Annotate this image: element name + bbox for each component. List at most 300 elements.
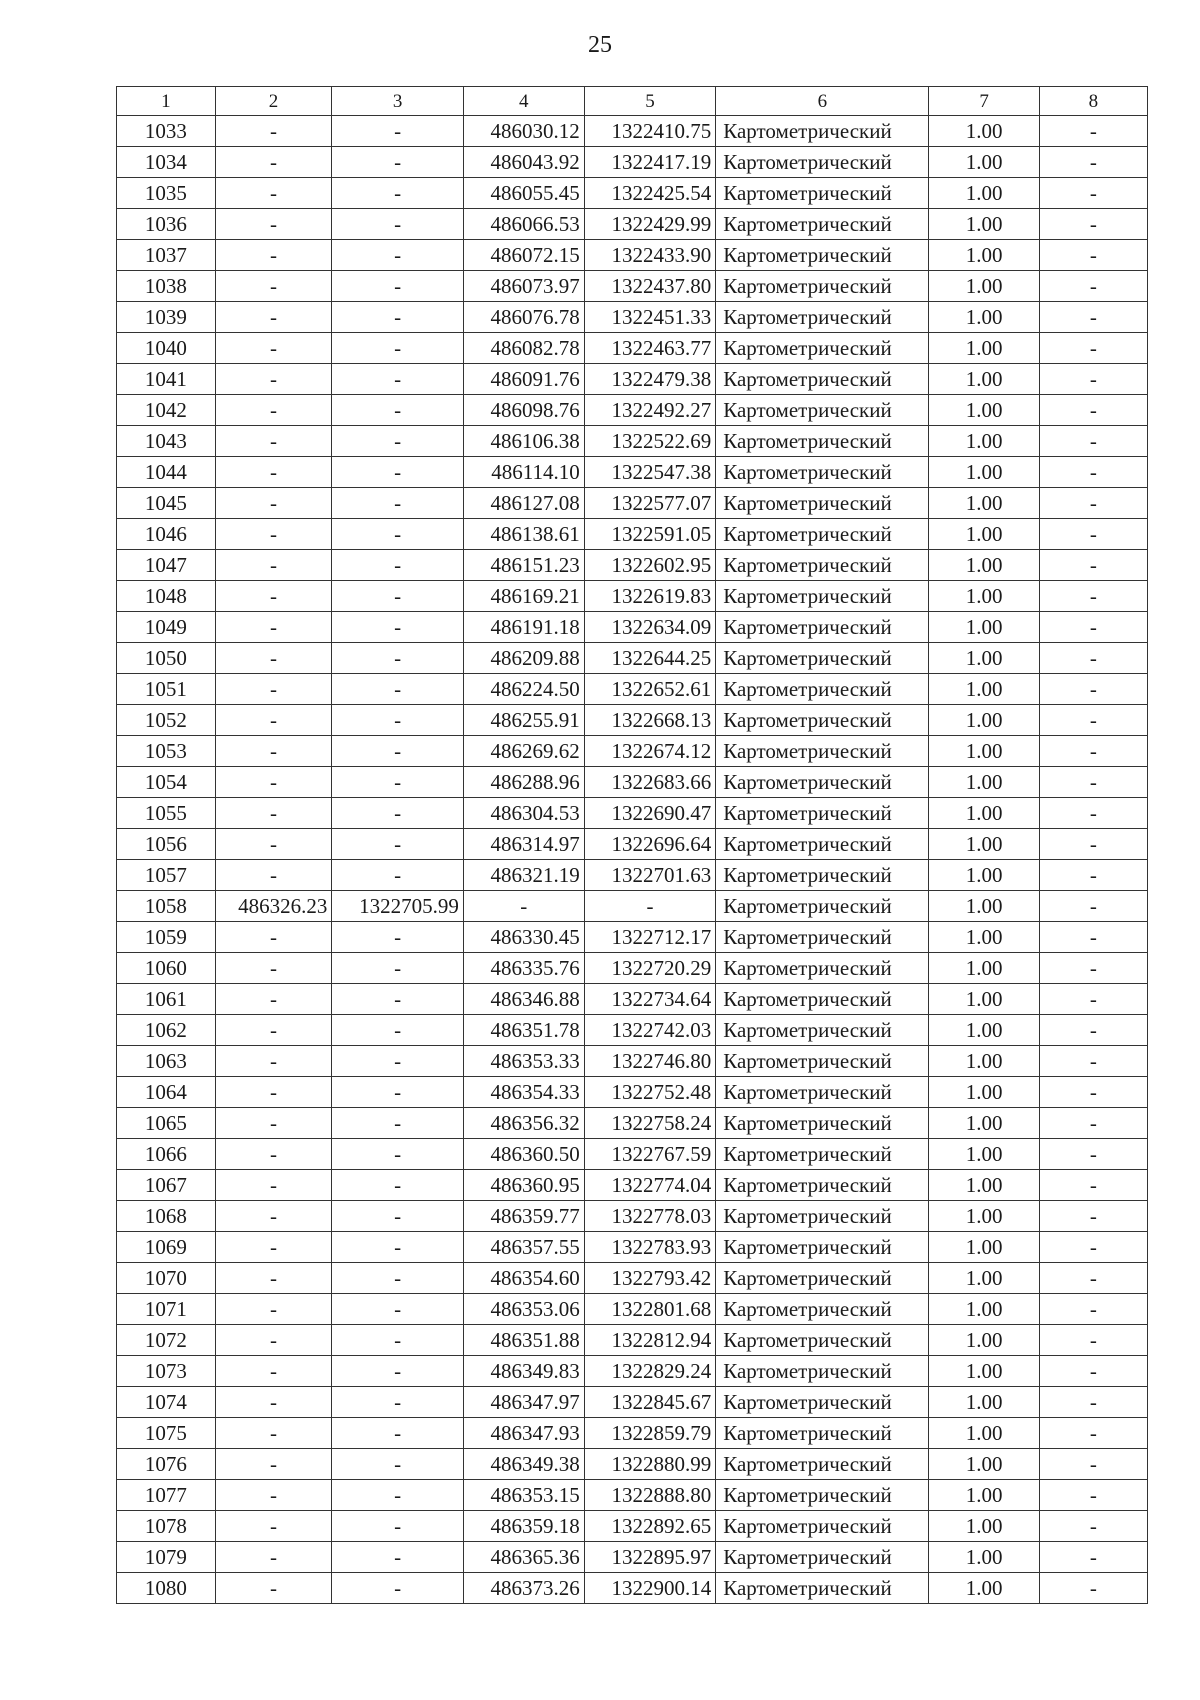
cell-method: Картометрический [716,1015,929,1046]
cell-existing-x: - [215,302,332,333]
cell-new-x: 486346.88 [463,984,584,1015]
cell-new-y: 1322778.03 [584,1201,716,1232]
cell-existing-x: - [215,209,332,240]
cell-new-y: 1322758.24 [584,1108,716,1139]
cell-existing-x: 486326.23 [215,891,332,922]
cell-new-x: 486360.50 [463,1139,584,1170]
table-row [117,1418,1148,1449]
cell-point-number: 1062 [117,1015,216,1046]
cell-new-x: 486072.15 [463,240,584,271]
cell-new-x: 486209.88 [463,643,584,674]
cell-description: - [1039,209,1147,240]
cell-new-y: 1322793.42 [584,1263,716,1294]
cell-new-x: 486351.78 [463,1015,584,1046]
cell-existing-x: - [215,519,332,550]
cell-new-y: 1322774.04 [584,1170,716,1201]
cell-method: Картометрический [716,333,929,364]
cell-existing-x: - [215,1108,332,1139]
cell-accuracy: 1.00 [929,1077,1039,1108]
table-row [117,519,1148,550]
cell-point-number: 1044 [117,457,216,488]
cell-point-number: 1034 [117,147,216,178]
cell-point-number: 1050 [117,643,216,674]
cell-existing-y: - [332,1449,464,1480]
cell-point-number: 1075 [117,1418,216,1449]
cell-new-x: 486304.53 [463,798,584,829]
cell-description: - [1039,984,1147,1015]
cell-method: Картометрический [716,1573,929,1604]
cell-accuracy: 1.00 [929,643,1039,674]
cell-existing-x: - [215,1232,332,1263]
cell-accuracy: 1.00 [929,1139,1039,1170]
cell-accuracy: 1.00 [929,1294,1039,1325]
cell-method: Картометрический [716,798,929,829]
cell-existing-x: - [215,1542,332,1573]
table-row [117,1046,1148,1077]
cell-description: - [1039,550,1147,581]
cell-accuracy: 1.00 [929,798,1039,829]
cell-existing-y: - [332,1418,464,1449]
cell-existing-y: - [332,302,464,333]
cell-description: - [1039,829,1147,860]
cell-existing-y: - [332,860,464,891]
cell-method: Картометрический [716,178,929,209]
table-row [117,271,1148,302]
cell-description: - [1039,1077,1147,1108]
cell-accuracy: 1.00 [929,1449,1039,1480]
cell-new-y: 1322547.38 [584,457,716,488]
cell-method: Картометрический [716,240,929,271]
cell-existing-x: - [215,984,332,1015]
cell-existing-y: - [332,1046,464,1077]
cell-existing-x: - [215,1573,332,1604]
cell-new-y: 1322619.83 [584,581,716,612]
cell-existing-x: - [215,488,332,519]
cell-existing-y: - [332,612,464,643]
cell-new-y: 1322734.64 [584,984,716,1015]
cell-new-x: 486321.19 [463,860,584,891]
page-number: 25 [588,32,612,58]
cell-existing-x: - [215,240,332,271]
cell-point-number: 1065 [117,1108,216,1139]
cell-description: - [1039,612,1147,643]
column-header-7: 7 [929,87,1039,116]
cell-existing-y: - [332,457,464,488]
cell-description: - [1039,271,1147,302]
table-row [117,147,1148,178]
cell-new-x: 486373.26 [463,1573,584,1604]
cell-method: Картометрический [716,209,929,240]
cell-method: Картометрический [716,1356,929,1387]
cell-accuracy: 1.00 [929,612,1039,643]
cell-description: - [1039,116,1147,147]
cell-existing-y: - [332,1108,464,1139]
cell-new-x: 486330.45 [463,922,584,953]
cell-existing-y: - [332,674,464,705]
column-header-6: 6 [716,87,929,116]
cell-point-number: 1076 [117,1449,216,1480]
cell-accuracy: 1.00 [929,767,1039,798]
cell-new-x: - [463,891,584,922]
cell-accuracy: 1.00 [929,1356,1039,1387]
cell-method: Картометрический [716,302,929,333]
cell-description: - [1039,736,1147,767]
table-row [117,1511,1148,1542]
cell-existing-y: - [332,798,464,829]
cell-accuracy: 1.00 [929,705,1039,736]
table-row [117,767,1148,798]
cell-method: Картометрический [716,1480,929,1511]
cell-new-y: 1322522.69 [584,426,716,457]
cell-new-x: 486360.95 [463,1170,584,1201]
cell-method: Картометрический [716,984,929,1015]
cell-accuracy: 1.00 [929,1263,1039,1294]
cell-method: Картометрический [716,1108,929,1139]
cell-new-y: 1322644.25 [584,643,716,674]
table-row [117,612,1148,643]
cell-accuracy: 1.00 [929,1511,1039,1542]
cell-method: Картометрический [716,736,929,767]
cell-accuracy: 1.00 [929,426,1039,457]
cell-method: Картометрический [716,364,929,395]
cell-accuracy: 1.00 [929,1325,1039,1356]
cell-accuracy: 1.00 [929,1170,1039,1201]
cell-existing-x: - [215,1294,332,1325]
cell-existing-y: - [332,488,464,519]
cell-accuracy: 1.00 [929,1015,1039,1046]
cell-description: - [1039,705,1147,736]
column-header-3: 3 [332,87,464,116]
cell-method: Картометрический [716,581,929,612]
cell-existing-y: - [332,922,464,953]
cell-new-y: 1322577.07 [584,488,716,519]
cell-new-x: 486138.61 [463,519,584,550]
cell-description: - [1039,953,1147,984]
header-row [117,87,1148,116]
cell-new-y: 1322859.79 [584,1418,716,1449]
table-row [117,1480,1148,1511]
cell-accuracy: 1.00 [929,1418,1039,1449]
cell-method: Картометрический [716,1263,929,1294]
cell-existing-y: - [332,1387,464,1418]
table-row [117,178,1148,209]
cell-new-x: 486335.76 [463,953,584,984]
cell-existing-x: - [215,1015,332,1046]
cell-existing-x: - [215,643,332,674]
cell-point-number: 1066 [117,1139,216,1170]
table-row [117,209,1148,240]
cell-description: - [1039,1325,1147,1356]
cell-point-number: 1043 [117,426,216,457]
cell-point-number: 1035 [117,178,216,209]
cell-new-y: 1322591.05 [584,519,716,550]
cell-new-x: 486043.92 [463,147,584,178]
cell-existing-y: - [332,829,464,860]
cell-new-y: 1322683.66 [584,767,716,798]
cell-accuracy: 1.00 [929,1201,1039,1232]
cell-method: Картометрический [716,1449,929,1480]
cell-accuracy: 1.00 [929,1232,1039,1263]
cell-new-y: 1322425.54 [584,178,716,209]
cell-new-x: 486082.78 [463,333,584,364]
table-row [117,116,1148,147]
table-row [117,488,1148,519]
cell-accuracy: 1.00 [929,736,1039,767]
cell-accuracy: 1.00 [929,116,1039,147]
cell-existing-x: - [215,333,332,364]
cell-new-x: 486359.77 [463,1201,584,1232]
cell-new-x: 486353.33 [463,1046,584,1077]
cell-existing-y: - [332,1170,464,1201]
cell-description: - [1039,1480,1147,1511]
cell-existing-y: - [332,1015,464,1046]
cell-new-y: 1322652.61 [584,674,716,705]
cell-existing-x: - [215,1387,332,1418]
cell-new-x: 486224.50 [463,674,584,705]
cell-point-number: 1072 [117,1325,216,1356]
cell-existing-y: - [332,364,464,395]
cell-existing-y: - [332,984,464,1015]
cell-method: Картометрический [716,1046,929,1077]
cell-method: Картометрический [716,1139,929,1170]
cell-existing-y: - [332,581,464,612]
cell-point-number: 1052 [117,705,216,736]
cell-point-number: 1051 [117,674,216,705]
cell-description: - [1039,1387,1147,1418]
cell-new-y: 1322690.47 [584,798,716,829]
cell-method: Картометрический [716,1325,929,1356]
cell-description: - [1039,457,1147,488]
cell-accuracy: 1.00 [929,1387,1039,1418]
cell-accuracy: 1.00 [929,581,1039,612]
table-row [117,426,1148,457]
table-row [117,829,1148,860]
cell-point-number: 1067 [117,1170,216,1201]
table-row [117,1325,1148,1356]
table-row [117,705,1148,736]
cell-description: - [1039,1418,1147,1449]
cell-new-x: 486356.32 [463,1108,584,1139]
cell-existing-x: - [215,1325,332,1356]
cell-new-x: 486114.10 [463,457,584,488]
cell-accuracy: 1.00 [929,1046,1039,1077]
cell-existing-x: - [215,1170,332,1201]
cell-existing-x: - [215,829,332,860]
table-row [117,1108,1148,1139]
table-row [117,364,1148,395]
cell-existing-y: - [332,209,464,240]
cell-new-y: 1322429.99 [584,209,716,240]
cell-new-y: 1322892.65 [584,1511,716,1542]
table-row [117,736,1148,767]
cell-existing-y: - [332,1356,464,1387]
cell-method: Картометрический [716,1232,929,1263]
cell-point-number: 1041 [117,364,216,395]
cell-accuracy: 1.00 [929,240,1039,271]
cell-accuracy: 1.00 [929,457,1039,488]
cell-description: - [1039,1449,1147,1480]
cell-existing-y: - [332,1201,464,1232]
cell-new-y: 1322451.33 [584,302,716,333]
cell-point-number: 1071 [117,1294,216,1325]
cell-existing-y: - [332,147,464,178]
cell-method: Картометрический [716,829,929,860]
table-row [117,922,1148,953]
cell-point-number: 1036 [117,209,216,240]
cell-accuracy: 1.00 [929,178,1039,209]
table-row [117,984,1148,1015]
cell-existing-x: - [215,395,332,426]
cell-new-x: 486347.97 [463,1387,584,1418]
cell-point-number: 1079 [117,1542,216,1573]
cell-new-y: 1322752.48 [584,1077,716,1108]
cell-accuracy: 1.00 [929,1573,1039,1604]
cell-new-x: 486288.96 [463,767,584,798]
cell-new-x: 486073.97 [463,271,584,302]
cell-description: - [1039,1511,1147,1542]
cell-existing-y: 1322705.99 [332,891,464,922]
cell-existing-x: - [215,116,332,147]
cell-description: - [1039,891,1147,922]
table-row [117,240,1148,271]
cell-accuracy: 1.00 [929,891,1039,922]
cell-accuracy: 1.00 [929,364,1039,395]
cell-new-x: 486191.18 [463,612,584,643]
cell-method: Картометрический [716,147,929,178]
cell-existing-x: - [215,736,332,767]
table-row [117,1232,1148,1263]
cell-new-x: 486357.55 [463,1232,584,1263]
cell-accuracy: 1.00 [929,1480,1039,1511]
cell-new-x: 486030.12 [463,116,584,147]
cell-new-y: 1322433.90 [584,240,716,271]
cell-existing-y: - [332,333,464,364]
cell-existing-y: - [332,240,464,271]
cell-description: - [1039,581,1147,612]
cell-existing-x: - [215,1139,332,1170]
cell-existing-x: - [215,426,332,457]
cell-new-x: 486314.97 [463,829,584,860]
table-row [117,1139,1148,1170]
table-row [117,798,1148,829]
cell-new-x: 486349.38 [463,1449,584,1480]
cell-new-y: 1322463.77 [584,333,716,364]
cell-point-number: 1069 [117,1232,216,1263]
cell-description: - [1039,1542,1147,1573]
cell-existing-x: - [215,798,332,829]
cell-description: - [1039,860,1147,891]
cell-point-number: 1053 [117,736,216,767]
cell-new-y: 1322479.38 [584,364,716,395]
cell-point-number: 1060 [117,953,216,984]
cell-new-x: 486106.38 [463,426,584,457]
cell-existing-y: - [332,395,464,426]
table-header [117,87,1148,116]
cell-new-x: 486076.78 [463,302,584,333]
cell-description: - [1039,1170,1147,1201]
cell-description: - [1039,333,1147,364]
cell-method: Картометрический [716,674,929,705]
cell-description: - [1039,178,1147,209]
table-row [117,643,1148,674]
table-row [117,1573,1148,1604]
cell-point-number: 1057 [117,860,216,891]
cell-point-number: 1078 [117,1511,216,1542]
table-row [117,1387,1148,1418]
cell-accuracy: 1.00 [929,333,1039,364]
cell-new-y: 1322668.13 [584,705,716,736]
cell-accuracy: 1.00 [929,488,1039,519]
cell-existing-x: - [215,271,332,302]
cell-description: - [1039,1263,1147,1294]
cell-method: Картометрический [716,1294,929,1325]
cell-existing-y: - [332,1139,464,1170]
cell-method: Картометрический [716,1201,929,1232]
cell-description: - [1039,364,1147,395]
cell-new-y: 1322900.14 [584,1573,716,1604]
cell-existing-y: - [332,1573,464,1604]
cell-existing-x: - [215,178,332,209]
cell-point-number: 1037 [117,240,216,271]
cell-method: Картометрический [716,1542,929,1573]
cell-description: - [1039,1108,1147,1139]
cell-description: - [1039,426,1147,457]
cell-new-y: - [584,891,716,922]
cell-new-y: 1322492.27 [584,395,716,426]
cell-new-y: 1322888.80 [584,1480,716,1511]
cell-existing-x: - [215,612,332,643]
cell-new-y: 1322845.67 [584,1387,716,1418]
cell-existing-x: - [215,1511,332,1542]
cell-point-number: 1033 [117,116,216,147]
table-row [117,1077,1148,1108]
cell-existing-x: - [215,457,332,488]
cell-point-number: 1063 [117,1046,216,1077]
cell-accuracy: 1.00 [929,953,1039,984]
table-row [117,1294,1148,1325]
cell-accuracy: 1.00 [929,1542,1039,1573]
table-row [117,457,1148,488]
cell-existing-y: - [332,550,464,581]
cell-new-y: 1322410.75 [584,116,716,147]
column-header-4: 4 [463,87,584,116]
table-row [117,1356,1148,1387]
cell-method: Картометрический [716,767,929,798]
cell-point-number: 1049 [117,612,216,643]
cell-new-x: 486351.88 [463,1325,584,1356]
table-row [117,1170,1148,1201]
cell-method: Картометрический [716,488,929,519]
cell-existing-y: - [332,1077,464,1108]
cell-point-number: 1054 [117,767,216,798]
table-row [117,1015,1148,1046]
cell-method: Картометрический [716,550,929,581]
cell-new-x: 486169.21 [463,581,584,612]
cell-existing-y: - [332,767,464,798]
cell-point-number: 1056 [117,829,216,860]
cell-point-number: 1039 [117,302,216,333]
cell-method: Картометрический [716,271,929,302]
cell-description: - [1039,519,1147,550]
cell-accuracy: 1.00 [929,302,1039,333]
cell-description: - [1039,1232,1147,1263]
cell-description: - [1039,767,1147,798]
cell-existing-x: - [215,1418,332,1449]
cell-new-x: 486354.33 [463,1077,584,1108]
cell-existing-y: - [332,178,464,209]
cell-existing-y: - [332,1511,464,1542]
cell-point-number: 1038 [117,271,216,302]
